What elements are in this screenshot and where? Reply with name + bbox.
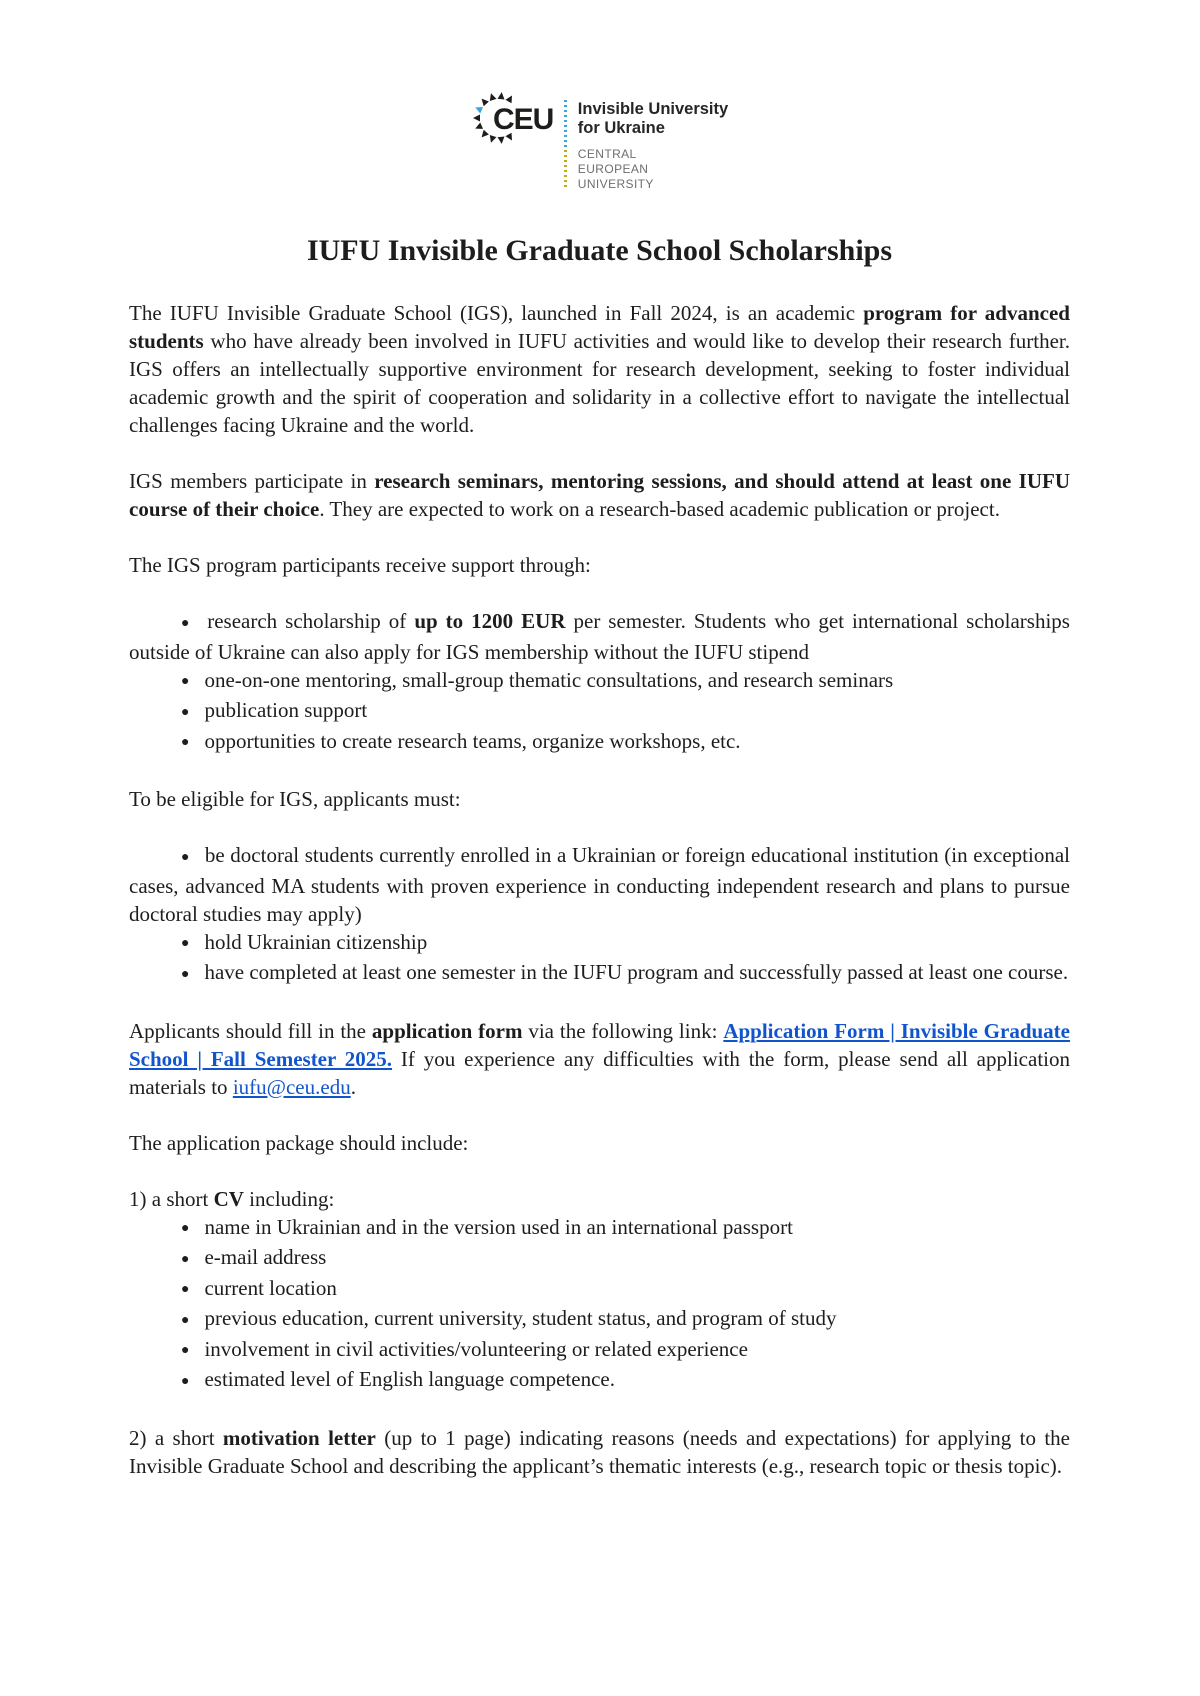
bullet-marker-icon: ●	[181, 615, 193, 631]
text-run: per semester. Students who get international scholarships outside of Ukraine can also apply for IGS membership without the IUFU stipend	[129, 609, 1070, 664]
divider-blue-dots	[564, 100, 567, 150]
text-run: publication support	[204, 698, 368, 722]
list-item	[129, 1274, 1070, 1305]
org-name-line2: for Ukraine	[577, 119, 665, 137]
divider-yellow-dots	[564, 150, 567, 188]
bullet-marker-icon: ●	[181, 1282, 190, 1297]
text-run: current location	[204, 1275, 337, 1300]
university-line1: CENTRAL	[577, 147, 637, 161]
text-run: previous education, current university, student status, and program of study	[204, 1306, 837, 1330]
text-run: Applicants should fill in the	[129, 1018, 372, 1043]
text-run: be doctoral students currently enrolled in a Ukrainian or foreign educational institution (in exceptional cases, advanced MA students with proven experience in conducting independent research and plans to pursue doctoral studies may apply)	[129, 843, 1070, 926]
list-item	[129, 607, 1070, 666]
ceu-wordmark: CEU	[492, 103, 554, 136]
bullet-list	[129, 607, 1070, 757]
ceu-iufu-logo	[129, 86, 1070, 192]
text-run: e-mail address	[204, 1245, 327, 1269]
paragraph	[129, 551, 1070, 579]
university-line3: UNIVERSITY	[577, 177, 654, 191]
bullet-marker-icon: ●	[181, 1373, 190, 1389]
text-run: have completed at least one semester in the IUFU program and successfully passed at least one course.	[204, 960, 1069, 984]
text-run: opportunities to create research teams, organize workshops, etc.	[204, 728, 741, 753]
paragraph	[129, 785, 1070, 813]
university-name	[578, 147, 728, 192]
blue-accent-triangle	[474, 104, 483, 113]
text-run: . They are expected to work on a research-based academic publication or project.	[319, 497, 1000, 521]
email-link[interactable]: iufu@ceu.edu	[232, 1074, 351, 1099]
org-name	[578, 100, 728, 138]
text-run: (up to 1 page) indicating reasons (needs and expectations) for applying to the Invisible Graduate School and describing the applicant’s thematic interests (e.g., research topic or thesis topic).	[129, 1425, 1070, 1478]
text-run: research scholarship of	[207, 609, 415, 633]
bold-text-run: motivation letter	[222, 1425, 376, 1450]
text-run: .	[350, 1074, 356, 1099]
text-run: The IUFU Invisible Graduate School (IGS), launched in Fall 2024, is an academic	[129, 301, 864, 325]
list-item	[129, 666, 1070, 697]
text-run: name in Ukrainian and in the version used in an international passport	[204, 1214, 793, 1239]
bullet-marker-icon: ●	[181, 966, 190, 982]
text-run: The application package should include:	[129, 1130, 469, 1155]
bold-text-run: CV	[213, 1186, 244, 1211]
bullet-marker-icon: ●	[181, 1221, 190, 1236]
logo-divider-dotted	[564, 100, 567, 188]
list-item	[129, 958, 1070, 989]
list-item	[129, 1365, 1070, 1396]
ceu-logo-icon	[471, 86, 555, 150]
text-run: To be eligible for IGS, applicants must:	[129, 787, 461, 811]
bold-text-run: program for advanced students	[129, 301, 1070, 353]
bold-text-run: up to 1200 EUR	[414, 609, 566, 633]
text-run: via the following link:	[522, 1018, 724, 1043]
text-run: 1) a short	[129, 1186, 214, 1211]
bullet-list	[129, 1213, 1070, 1396]
text-run: involvement in civil activities/volunteering or related experience	[204, 1336, 748, 1361]
paragraph	[129, 1424, 1070, 1480]
application-form-link[interactable]: Application Form | Invisible Graduate School | Fall Semester 2025.	[129, 1018, 1070, 1071]
paragraph	[129, 1185, 1070, 1213]
bullet-marker-icon: ●	[181, 1312, 190, 1328]
list-item	[129, 1335, 1070, 1366]
bullet-marker-icon: ●	[181, 1251, 190, 1267]
bullet-marker-icon: ●	[181, 674, 190, 689]
text-run: estimated level of English language competence.	[204, 1367, 615, 1391]
org-name-line1: Invisible University	[577, 100, 729, 118]
text-run: If you experience any difficulties with the form, please send all application materials to	[129, 1046, 1070, 1099]
paragraph	[129, 467, 1070, 523]
list-item	[129, 841, 1070, 928]
bold-text-run: application form	[371, 1018, 523, 1043]
paragraph	[129, 1129, 1070, 1157]
list-item	[129, 928, 1070, 959]
list-item	[129, 727, 1070, 758]
page-title: IUFU Invisible Graduate School Scholarships	[306, 234, 893, 267]
list-item	[129, 1243, 1070, 1274]
text-run: IGS members participate in	[129, 469, 375, 493]
document-body	[129, 299, 1070, 1480]
bullet-marker-icon: ●	[181, 735, 190, 750]
text-run: who have already been involved in IUFU activities and would like to develop their research further. IGS offers an intellectually supportive environment for research development, seeking to foster individual academic growth and the spirit of cooperation and solidarity in a collective effort to navigate the intellectual challenges facing Ukraine and the world.	[129, 329, 1070, 437]
logo-text-block	[578, 100, 728, 192]
list-item	[129, 696, 1070, 727]
paragraph	[129, 1017, 1070, 1101]
bullet-marker-icon: ●	[181, 936, 190, 951]
paragraph	[129, 299, 1070, 439]
text-run: The IGS program participants receive support through:	[129, 553, 591, 577]
text-run: 2) a short	[129, 1425, 223, 1450]
list-item	[129, 1213, 1070, 1244]
text-run: including:	[243, 1186, 335, 1211]
text-run: one-on-one mentoring, small-group thematic consultations, and research seminars	[204, 667, 894, 692]
bullet-marker-icon: ●	[181, 1343, 190, 1358]
bold-text-run: research seminars, mentoring sessions, and should attend at least one IUFU course of their choice	[129, 469, 1070, 521]
text-run: hold Ukrainian citizenship	[204, 929, 428, 954]
bullet-marker-icon: ●	[181, 704, 190, 720]
bullet-marker-icon: ●	[181, 849, 190, 865]
university-line2: EUROPEAN	[577, 162, 649, 176]
bullet-list	[129, 841, 1070, 989]
list-item	[129, 1304, 1070, 1335]
